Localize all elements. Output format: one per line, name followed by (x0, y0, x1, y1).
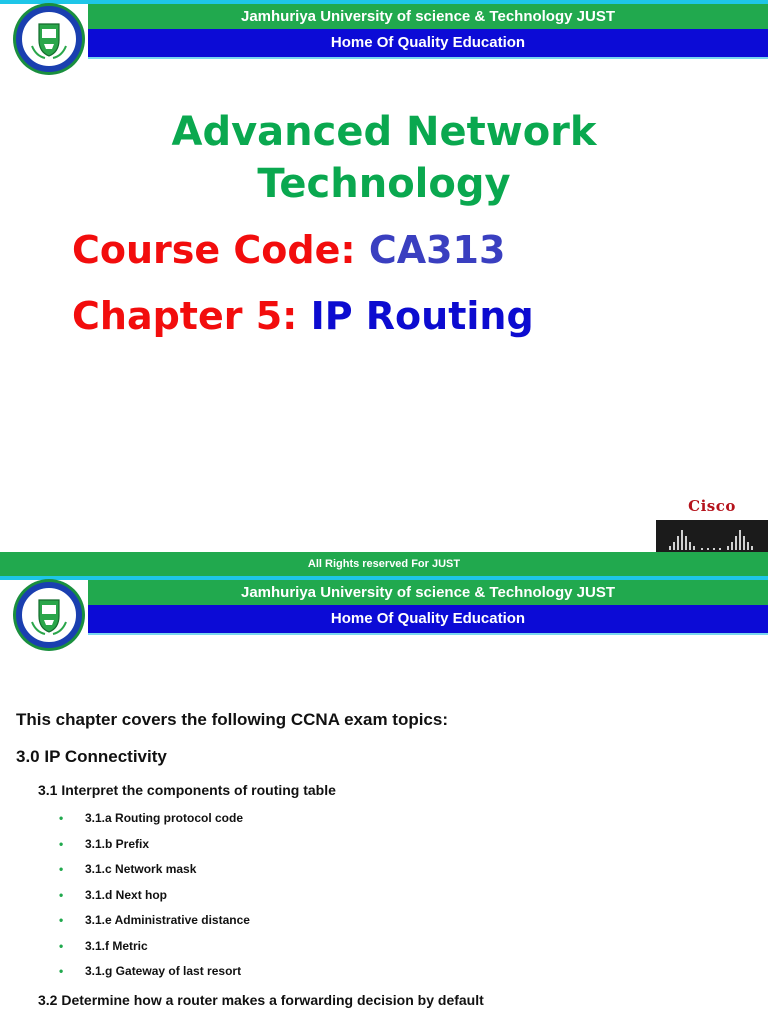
header-underline (88, 57, 768, 59)
cisco-bars-graphic (656, 520, 768, 554)
course-title (0, 106, 768, 210)
header-underline (88, 633, 768, 635)
list-item (58, 808, 250, 834)
list-item-text: 3.1.g Gateway of last resort (85, 964, 242, 978)
course-title-line1: Advanced Network (171, 109, 597, 155)
list-item-text: 3.1.b Prefix (85, 836, 150, 851)
list-item (58, 834, 250, 860)
chapter-title: IP Routing (310, 294, 534, 338)
list-item-text: 3.1.f Metric (85, 938, 148, 953)
list-item-text: 3.1.c Network mask (85, 862, 197, 876)
list-item (58, 961, 250, 987)
university-seal-logo (12, 578, 86, 652)
bullet-icon: • (59, 964, 64, 978)
bullet-icon: • (59, 811, 64, 825)
section-heading: 3.0 IP Connectivity (16, 747, 167, 766)
cisco-brand-text: Cisco (688, 497, 736, 515)
topic-list (58, 808, 250, 987)
list-item-text: 3.1.e Administrative distance (85, 913, 250, 927)
bullet-icon: • (59, 836, 64, 851)
cisco-systems-logo (654, 492, 768, 556)
list-item (58, 859, 250, 885)
bullet-icon: • (59, 913, 64, 927)
chapter-line (72, 292, 534, 340)
university-name: Jamhuriya University of science & Technology JUST (88, 4, 768, 29)
chapter-label: Chapter 5: (72, 294, 298, 338)
bullet-icon: • (59, 862, 64, 876)
course-title-line2: Technology (257, 161, 511, 207)
list-item-text: 3.1.a Routing protocol code (85, 811, 244, 825)
course-code-label: Course Code: (72, 228, 356, 272)
header-banner (0, 576, 768, 634)
chapter-intro: This chapter covers the following CCNA exam topics: (16, 710, 449, 729)
university-seal-logo (12, 2, 86, 76)
footer-copyright: All Rights reserved For JUST (0, 552, 768, 576)
university-name: Jamhuriya University of science & Technology JUST (88, 580, 768, 605)
university-tagline: Home Of Quality Education (88, 605, 768, 633)
course-code-line (72, 226, 505, 274)
bullet-icon: • (59, 887, 64, 902)
university-tagline: Home Of Quality Education (88, 29, 768, 57)
list-item-text: 3.1.d Next hop (85, 887, 168, 902)
list-item (58, 910, 250, 936)
bullet-icon: • (59, 938, 64, 953)
topics-slide (0, 576, 768, 1024)
subsection-heading: 3.2 Determine how a router makes a forwarding decision by default (38, 992, 484, 1008)
list-item (58, 885, 250, 911)
list-item (58, 936, 250, 962)
course-code-value: CA313 (368, 228, 506, 272)
subsection-heading: 3.1 Interpret the components of routing table (38, 782, 336, 798)
header-banner (0, 0, 768, 58)
